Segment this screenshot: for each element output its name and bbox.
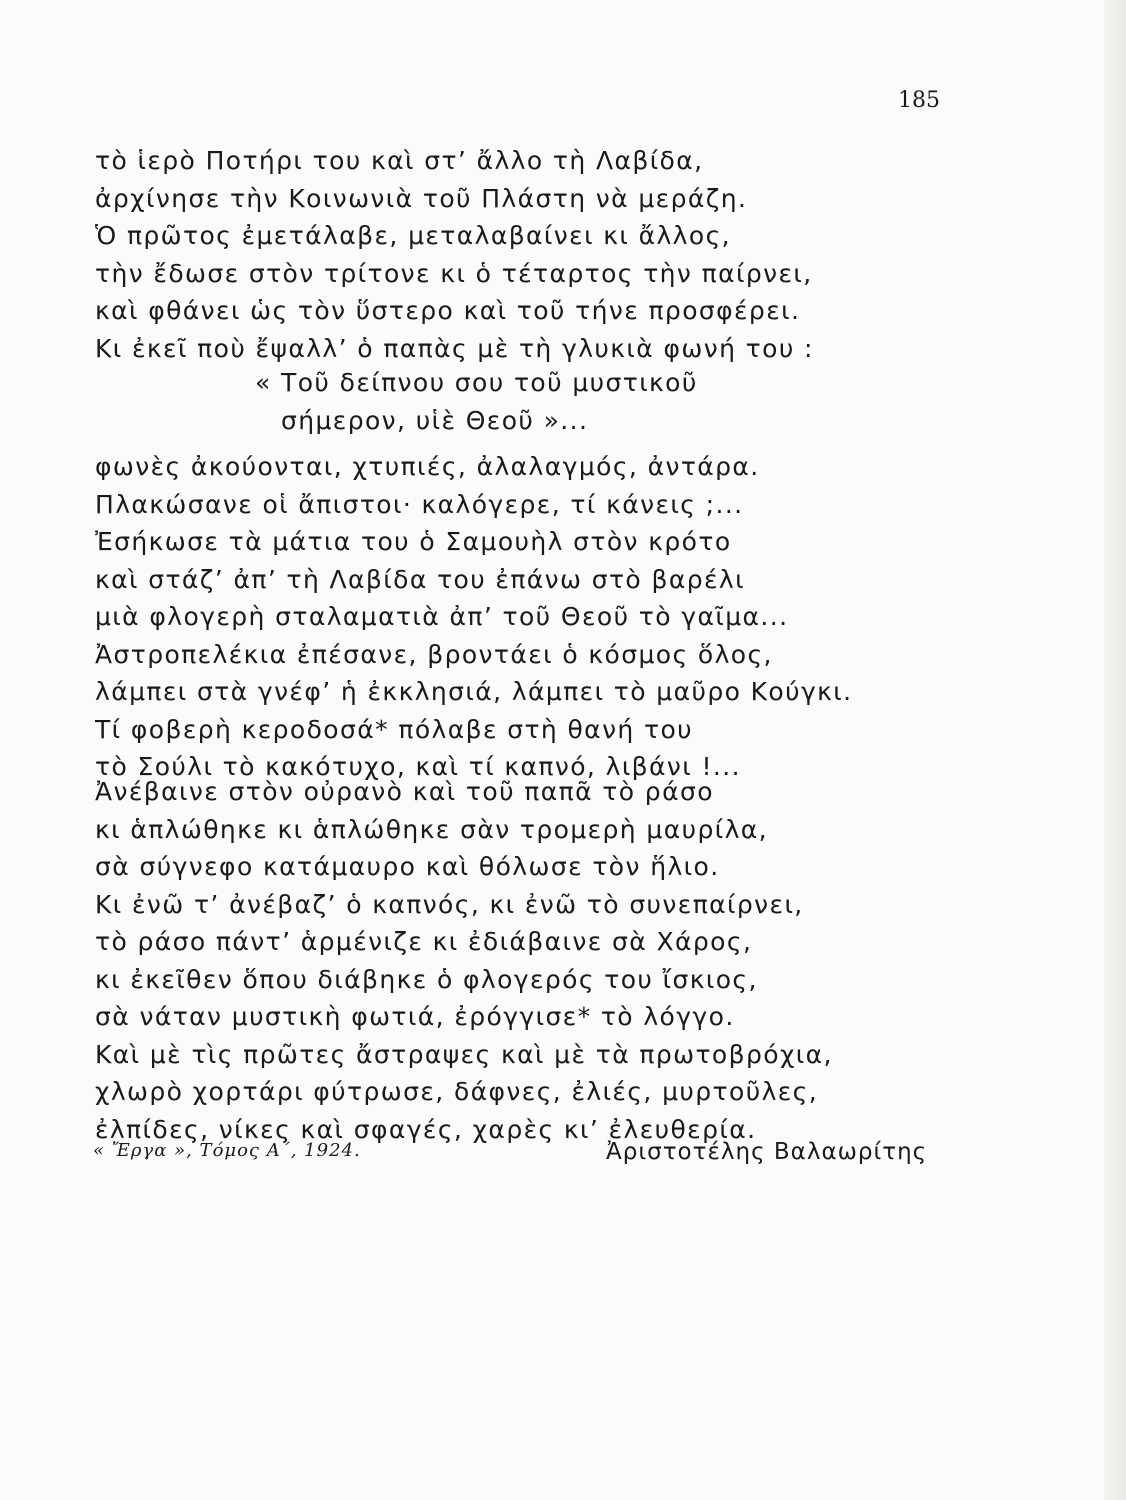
verse-line: μιὰ φλογερὴ σταλαματιὰ ἀπ’ τοῦ Θεοῦ τὸ γαῖμα... <box>95 602 789 631</box>
quote-line: « Τοῦ δείπνου σου τοῦ μυστικοῦ <box>255 368 698 397</box>
stanza-3 <box>95 773 833 1148</box>
verse-line: Ὁ πρῶτος ἐμετάλαβε, μεταλαβαίνει κι ἄλλος, <box>95 221 731 250</box>
verse-line: Κι ἐνῶ τ’ ἀνέβαζ’ ὁ καπνός, κι ἐνῶ τὸ συνεπαίρνει, <box>95 889 804 919</box>
verse-line: κι ἁπλώθηκε κι ἁπλώθηκε σὰν τρομερὴ μαυρίλα, <box>95 814 769 844</box>
verse-line: Πλακώσανε οἱ ἄπιστοι· καλόγερε, τί κάνεις ;... <box>95 489 744 519</box>
verse-line: λάμπει στὰ γνέφ’ ἡ ἐκκλησιά, λάμπει τὸ μαῦρο Κούγκι. <box>95 677 853 706</box>
verse-line: Τί φοβερὴ κεροδοσά* πόλαβε στὴ θανή του <box>95 714 694 744</box>
source-citation: « Ἔργα », Τόμος Α΄, 1924. <box>93 1140 361 1161</box>
verse-line: τὸ ράσο πάντ’ ἁρμένιζε κι ἐδιάβαινε σὰ Χάρος, <box>95 927 753 956</box>
verse-line: Καὶ μὲ τὶς πρῶτες ἄστραψες καὶ μὲ τὰ πρωτοβρόχια, <box>95 1039 833 1069</box>
verse-line: ἀρχίνησε τὴν Κοινωνιὰ τοῦ Πλάστη νὰ μεράζη. <box>95 183 748 213</box>
verse-line: καὶ φθάνει ὡς τὸν ὕστερο καὶ τοῦ τήνε προσφέρει. <box>95 296 801 325</box>
stanza-2 <box>95 448 853 786</box>
liturgical-quote <box>255 364 698 439</box>
quote-line: σήμερον, υἱὲ Θεοῦ »... <box>281 405 589 435</box>
author-name: Ἀριστοτέλης Βαλαωρίτης <box>606 1139 928 1165</box>
verse-line: Κι ἐκεῖ ποὺ ἔψαλλ’ ὁ παπὰς μὲ τὴ γλυκιὰ φωνή του : <box>95 333 814 363</box>
page-number: 185 <box>898 88 940 113</box>
verse-line: Ἐσήκωσε τὰ μάτια του ὁ Σαμουὴλ στὸν κρότο <box>95 527 732 556</box>
verse-line: χλωρὸ χορτάρι φύτρωσε, δάφνες, ἐλιές, μυρτοῦλες, <box>95 1077 819 1106</box>
verse-line: τὸ ἱερὸ Ποτήρι του καὶ στ’ ἄλλο τὴ Λαβίδα, <box>95 146 704 175</box>
verse-line: καὶ στάζ’ ἀπ’ τὴ Λαβίδα του ἐπάνω στὸ βαρέλι <box>95 564 745 594</box>
stanza-1 <box>95 142 814 367</box>
verse-line: ἐλπίδες, νίκες καὶ σφαγές, χαρὲς κι’ ἐλευθερία. <box>95 1114 757 1144</box>
page-edge-shadow <box>1104 0 1126 1500</box>
verse-line: φωνὲς ἀκούονται, χτυπιές, ἀλαλαγμός, ἀντάρα. <box>95 452 760 481</box>
verse-line: σὰ νάταν μυστικὴ φωτιά, ἐρόγγισε* τὸ λόγγο. <box>95 1002 735 1031</box>
verse-line: τὸ Σούλι τὸ κακότυχο, καὶ τί καπνό, λιβάνι !... <box>95 752 741 781</box>
verse-line: κι ἐκεῖθεν ὅπου διάβηκε ὁ φλογερός του ἴσκιος, <box>95 964 758 994</box>
verse-line: Ἀνέβαινε στὸν οὐρανὸ καὶ τοῦ παπᾶ τὸ ράσο <box>95 777 714 806</box>
verse-line: σὰ σύγνεφο κατάμαυρο καὶ θόλωσε τὸν ἥλιο. <box>95 852 720 881</box>
verse-line: Ἀστροπελέκια ἐπέσανε, βροντάει ὁ κόσμος ὅλος, <box>95 639 773 669</box>
verse-line: τὴν ἔδωσε στὸν τρίτονε κι ὁ τέταρτος τὴν παίρνει, <box>95 258 813 288</box>
